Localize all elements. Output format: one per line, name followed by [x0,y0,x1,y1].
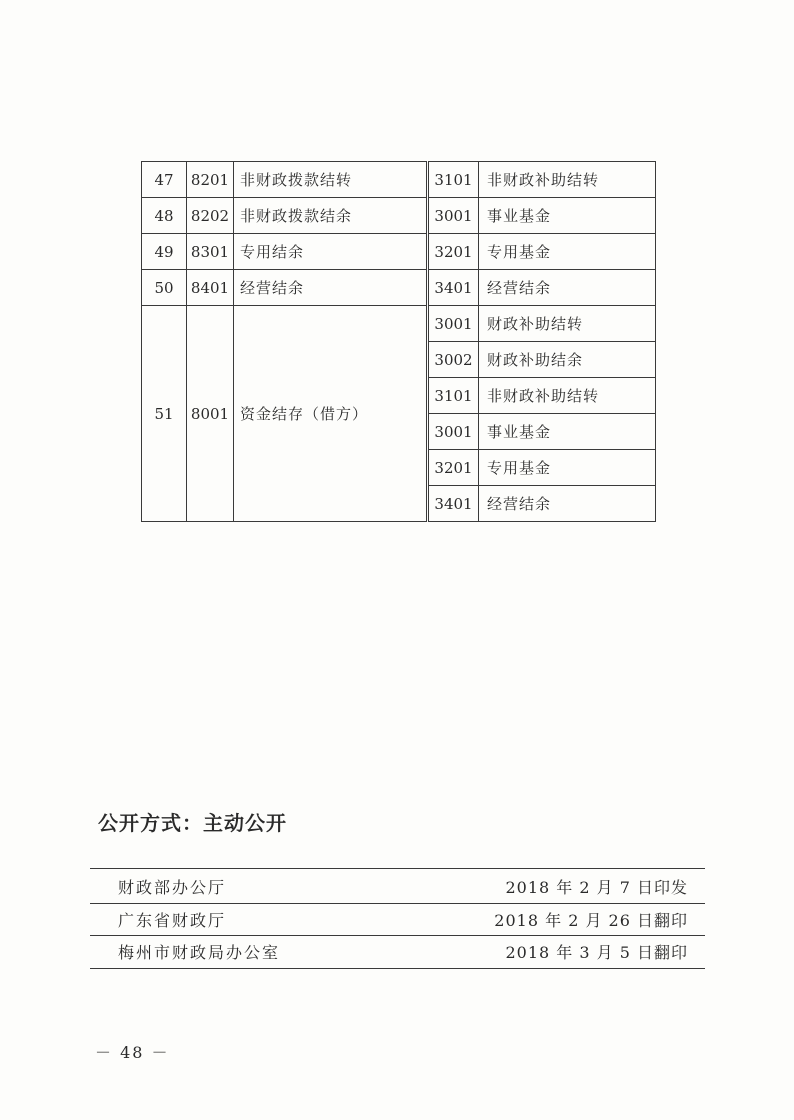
account-code: 8201 [187,162,234,198]
mapped-account-code: 3002 [429,342,479,378]
distribution-date: 2018 年 2 月 7 日印发 [505,877,688,897]
account-code: 8202 [187,198,234,234]
distribution-bottom-rule [90,968,705,969]
distribution-divider [90,903,705,904]
distribution-divider [90,935,705,936]
mapped-account-code: 3001 [429,414,479,450]
row-number: 51 [142,306,187,522]
table-row [142,270,656,306]
distribution-row [118,872,688,900]
row-number: 50 [142,270,187,306]
mapped-account-code: 3001 [429,306,479,342]
mapped-account-name: 非财政补助结转 [479,378,656,414]
account-name: 非财政拨款结转 [234,162,427,198]
account-code: 8401 [187,270,234,306]
mapped-account-name: 经营结余 [479,486,656,522]
mapped-account-name: 专用基金 [479,450,656,486]
row-number: 49 [142,234,187,270]
distribution-top-rule [90,868,705,869]
distribution-row [118,905,688,933]
distribution-date: 2018 年 2 月 26 日翻印 [494,910,688,930]
page-number: － 48 － [95,1043,170,1062]
distribution-org: 财政部办公厅 [118,877,227,897]
account-code: 8001 [187,306,234,522]
distribution-row [118,937,688,965]
account-name: 非财政拨款结余 [234,198,427,234]
mapped-account-name: 专用基金 [479,234,656,270]
mapped-account-name: 经营结余 [479,270,656,306]
account-name: 经营结余 [234,270,427,306]
mapped-account-code: 3201 [429,450,479,486]
table-row [142,162,656,198]
mapped-account-name: 事业基金 [479,414,656,450]
distribution-org: 广东省财政厅 [118,910,227,930]
mapped-account-code: 3201 [429,234,479,270]
account-mapping-table [141,161,656,522]
distribution-date: 2018 年 3 月 5 日翻印 [505,942,688,962]
table-row [142,306,656,342]
mapped-account-code: 3101 [429,378,479,414]
table-row [142,198,656,234]
mapped-account-name: 财政补助结余 [479,342,656,378]
mapped-account-code: 3001 [429,198,479,234]
distribution-org: 梅州市财政局办公室 [118,942,281,962]
account-name: 资金结存（借方） [234,306,427,522]
mapped-account-code: 3101 [429,162,479,198]
account-code: 8301 [187,234,234,270]
mapped-account-name: 财政补助结转 [479,306,656,342]
mapped-account-code: 3401 [429,270,479,306]
row-number: 47 [142,162,187,198]
mapped-account-name: 事业基金 [479,198,656,234]
mapped-account-name: 非财政补助结转 [479,162,656,198]
mapped-account-code: 3401 [429,486,479,522]
account-name: 专用结余 [234,234,427,270]
disclosure-method: 公开方式：主动公开 [98,811,287,835]
table-row [142,234,656,270]
row-number: 48 [142,198,187,234]
